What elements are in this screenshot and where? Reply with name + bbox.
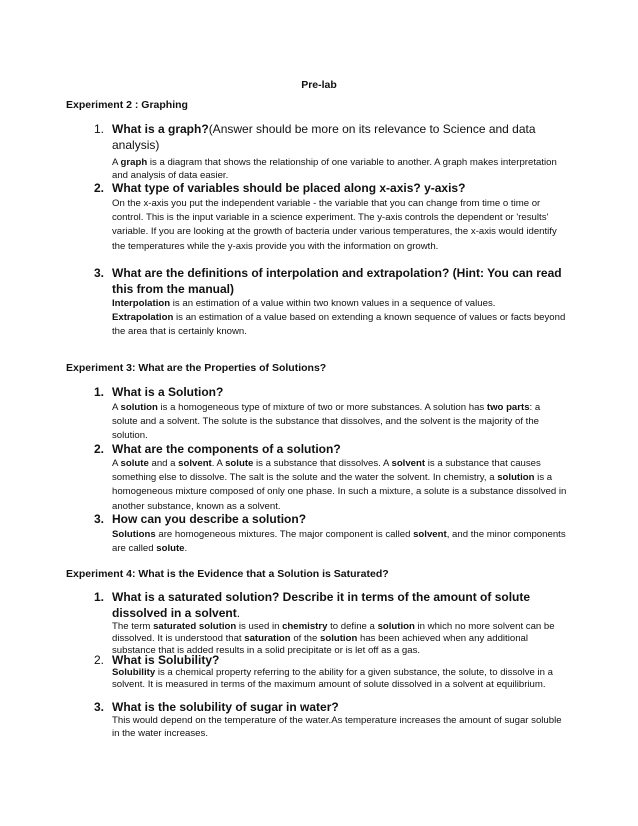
exp2-answer-1 bbox=[112, 156, 568, 182]
exp4-answer-2 bbox=[112, 667, 568, 691]
answer-text: A bbox=[112, 402, 121, 413]
answer-text: A bbox=[112, 157, 121, 168]
question-text: What is the solubility of sugar in water? bbox=[112, 700, 339, 714]
exp4-question-2 bbox=[94, 652, 574, 668]
answer-text: are homogeneous mixtures. The major component is called bbox=[155, 529, 414, 540]
exp3-question-2 bbox=[94, 441, 574, 457]
answer-term: chemistry bbox=[282, 621, 328, 632]
answer-term: solute bbox=[156, 543, 185, 554]
exp2-question-2 bbox=[94, 180, 574, 196]
answer-text: . A bbox=[211, 458, 226, 469]
question-text: What are the definitions of interpolation and extrapolation? (Hint: You can read this from the manual) bbox=[112, 266, 562, 296]
question-number: 1. bbox=[94, 385, 105, 399]
experiment-4-heading: Experiment 4: What is the Evidence that a Solution is Saturated? bbox=[66, 568, 389, 580]
answer-term: Extrapolation bbox=[112, 312, 174, 323]
answer-term: Interpolation bbox=[112, 298, 171, 309]
question-text: What type of variables should be placed along x-axis? y-axis? bbox=[112, 181, 466, 195]
answer-term: solvent bbox=[391, 458, 426, 469]
answer-term: saturation bbox=[244, 632, 291, 644]
question-number: 1. bbox=[94, 122, 105, 136]
exp2-answer-3-extrapolation bbox=[112, 311, 568, 339]
answer-text: is used in bbox=[236, 621, 283, 632]
answer-text: is a chemical property referring to the ability for a given substance, the solute, to dissolve in a solvent. It is measured in terms of the maximum amount of solute dissolved in a solvent at equilibrium. bbox=[112, 667, 553, 690]
answer-term: solute bbox=[120, 458, 149, 469]
question-tail: . bbox=[236, 606, 241, 620]
exp2-question-1 bbox=[94, 121, 574, 153]
answer-text: is a substance that dissolves. A bbox=[253, 458, 392, 469]
answer-text: in which no more solvent can be dissolved. It is understood that bbox=[112, 621, 555, 644]
question-text: What is a Solution? bbox=[112, 385, 224, 399]
answer-term: two parts bbox=[486, 402, 530, 413]
question-number: 1. bbox=[94, 590, 105, 604]
experiment-2-heading: Experiment 2 : Graphing bbox=[66, 99, 188, 111]
answer-text: The term bbox=[112, 621, 154, 632]
question-main: What is a saturated solution? Describe it in terms of the amount of solute dissolved in a solvent bbox=[112, 590, 531, 620]
question-number: 3. bbox=[94, 512, 105, 526]
answer-term: graph bbox=[120, 157, 148, 168]
answer-text: is a substance that causes something else to dissolve. The salt is the solute and the water the solvent. In chemistry, a bbox=[112, 458, 541, 484]
exp3-question-1 bbox=[94, 384, 574, 400]
answer-term: solvent bbox=[178, 458, 212, 469]
answer-text: A bbox=[112, 458, 121, 469]
answer-text: of the bbox=[290, 632, 320, 644]
answer-text: to define a bbox=[327, 621, 378, 632]
exp4-question-1 bbox=[94, 589, 574, 621]
question-text: What are the components of a solution? bbox=[112, 442, 341, 456]
answer-text: . bbox=[184, 543, 188, 554]
answer-term: solution bbox=[320, 632, 358, 644]
exp4-answer-3: This would depend on the temperature of the water.As temperature increases the amount of sugar soluble in the water increases. bbox=[112, 715, 562, 739]
question-number: 2. bbox=[94, 181, 105, 195]
answer-term: solution bbox=[377, 621, 415, 632]
answer-text: is an estimation of a value based on extending a known sequence of values or facts beyond the area that is certainly known. bbox=[112, 312, 566, 338]
exp2-question-3 bbox=[94, 265, 574, 297]
answer-text: , and the minor components are called bbox=[112, 529, 566, 554]
exp4-question-3 bbox=[94, 699, 574, 715]
answer-text: is an estimation of a value within two known values in a sequence of values. bbox=[170, 298, 496, 309]
answer-term: solvent bbox=[413, 529, 447, 540]
answer-term: saturated solution bbox=[153, 621, 237, 632]
answer-term: Solutions bbox=[112, 529, 156, 540]
question-number: 2. bbox=[94, 653, 105, 667]
answer-text: and a bbox=[148, 458, 179, 469]
question-text: How can you describe a solution? bbox=[112, 512, 307, 526]
answer-term: Solubility bbox=[112, 667, 156, 678]
answer-term: solution bbox=[120, 402, 158, 413]
exp3-answer-1 bbox=[112, 401, 568, 443]
page-title: Pre-lab bbox=[301, 79, 337, 91]
exp3-question-3 bbox=[94, 511, 574, 527]
answer-term: solute bbox=[225, 458, 254, 469]
question-number: 3. bbox=[94, 266, 105, 280]
exp2-answer-2: On the x-axis you put the independent variable - the variable that you can change from time o time or control. This is the input variable in a science experiment. The y-axis controls the dependent or 'results' variable. If you are looking at the growth of bacteria under various temperatures, the x-axis would identify the temperatures while the y-axis provide you with the information on growth. bbox=[112, 198, 557, 252]
question-number: 2. bbox=[94, 442, 105, 456]
answer-text: : a solute and a solvent. The solute is the substance that dissolves, and the solvent is the majority of the solution. bbox=[112, 402, 541, 441]
exp2-answer-3-interpolation bbox=[112, 297, 568, 310]
answer-text: has been achieved when any additional substance that is added results in a solid precipitate or is let off as a gas. bbox=[112, 632, 528, 656]
question-text: What is Solubility? bbox=[112, 653, 220, 667]
question-text bbox=[112, 589, 574, 621]
answer-text: is a homogeneous type of mixture of two or more substances. A solution has bbox=[157, 402, 487, 413]
answer-term: solution bbox=[497, 472, 535, 484]
answer-text: is a diagram that shows the relationship of one variable to another. A graph makes interpretation and analysis of data easier. bbox=[112, 157, 557, 182]
question-rest: (Answer should be more on its relevance to Science and data analysis) bbox=[112, 122, 536, 152]
question-bold: What is a graph? bbox=[112, 122, 209, 136]
question-number: 3. bbox=[94, 700, 105, 714]
exp3-answer-3 bbox=[112, 528, 568, 556]
question-text bbox=[112, 121, 574, 153]
experiment-3-heading: Experiment 3: What are the Properties of Solutions? bbox=[66, 362, 327, 374]
answer-text: is a homogeneous mixture composed of only one phase. In such a mixture, a solute is a substance dissolved in another substance, known as a solvent. bbox=[112, 472, 567, 512]
exp3-answer-2 bbox=[112, 457, 568, 514]
